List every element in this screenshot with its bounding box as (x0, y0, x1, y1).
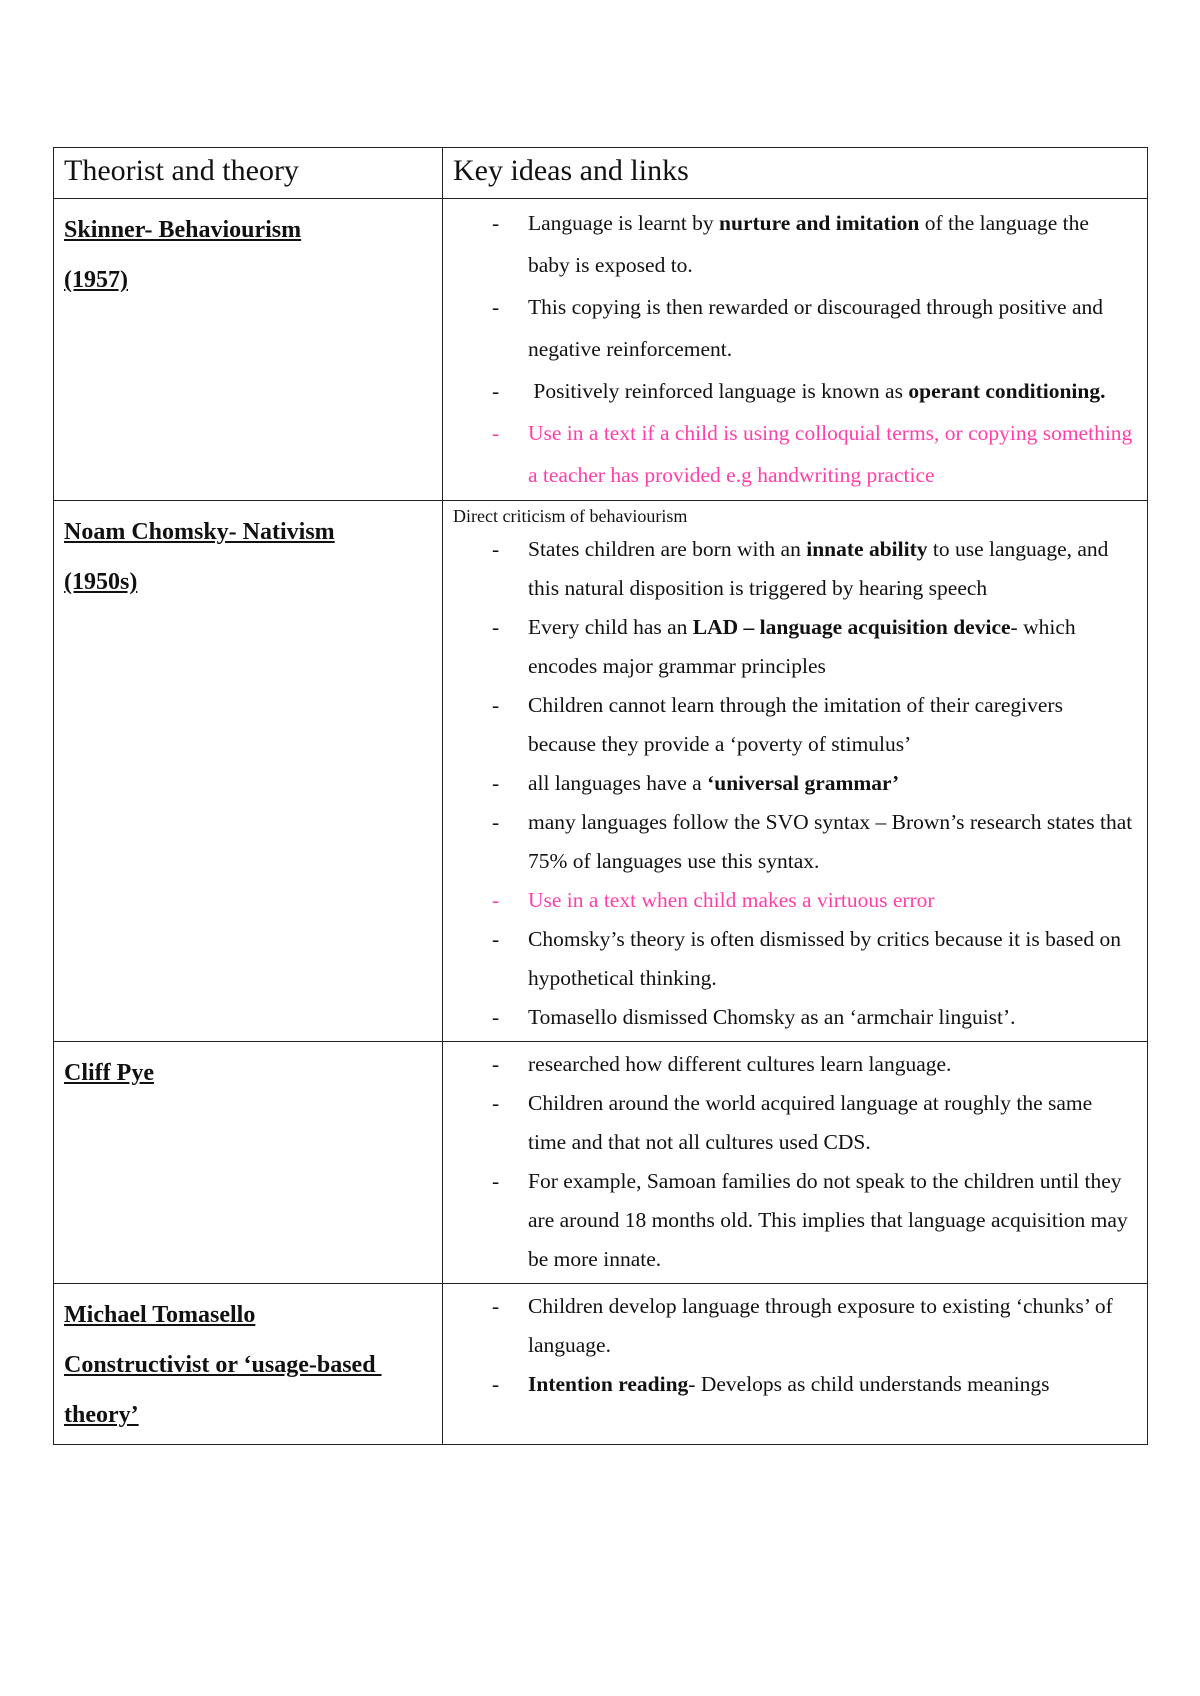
point-text: - Develops as child understands meanings (688, 1372, 1050, 1396)
bullet-dash: - (492, 888, 500, 912)
key-ideas-list (453, 202, 1133, 496)
theorist-theory: Constructivist or ‘usage-based (64, 1352, 382, 1378)
point-bold: Intention reading (528, 1372, 689, 1396)
list-item (453, 1084, 1133, 1162)
key-ideas-list (453, 1287, 1133, 1404)
theorist-cell (54, 1042, 443, 1284)
ideas-cell (443, 199, 1148, 501)
bullet-dash: - (492, 211, 500, 235)
point-text: Chomsky’s theory is often dismissed by critics because it is based on hypothetical thinking. (528, 927, 1121, 990)
theory-table (53, 147, 1148, 1445)
table-row (54, 501, 1148, 1042)
theorist-name: Skinner- Behaviourism (64, 217, 302, 243)
bullet-dash: - (492, 537, 500, 561)
theorist-name: Michael Tomasello (64, 1302, 256, 1328)
row-intro: Direct criticism of behaviourism (453, 506, 688, 526)
point-text: Children cannot learn through the imitation of their caregivers because they provide a ‘poverty of stimulus’ (528, 693, 1063, 756)
point-text: Language is learnt by (528, 211, 720, 235)
list-item (453, 530, 1133, 608)
key-ideas-list (453, 530, 1133, 1037)
point-text: Children around the world acquired language at roughly the same time and that not all cultures used CDS. (528, 1091, 1093, 1154)
bullet-dash: - (492, 1052, 500, 1076)
point-text: researched how different cultures learn language. (528, 1052, 952, 1076)
list-item (453, 686, 1133, 764)
header-key-ideas: Key ideas and links (443, 148, 1148, 199)
theorist-cell (54, 501, 443, 1042)
point-text: This copying is then rewarded or discouraged through positive and negative reinforcement. (528, 295, 1103, 361)
point-text: many languages follow the SVO syntax – Brown’s research states that 75% of languages use this syntax. (528, 810, 1133, 873)
table-row (54, 1284, 1148, 1445)
table-row (54, 199, 1148, 501)
ideas-cell (443, 1284, 1148, 1445)
bullet-dash: - (492, 927, 500, 951)
point-text: to use language, and this natural disposition is triggered by hearing speech (528, 537, 1109, 600)
ideas-cell (443, 501, 1148, 1042)
theorist-date: (1957) (64, 267, 128, 293)
list-item-highlight (453, 881, 1133, 920)
bullet-dash: - (492, 379, 500, 403)
list-item (453, 998, 1133, 1037)
point-bold: LAD – language acquisition device (692, 615, 1011, 639)
theorist-cell (54, 1284, 443, 1445)
point-bold: operant conditioning. (908, 379, 1106, 403)
list-item (453, 370, 1133, 412)
list-item (453, 202, 1133, 286)
bullet-dash: - (492, 295, 500, 319)
list-item (453, 764, 1133, 803)
header-theorist: Theorist and theory (54, 148, 443, 199)
list-item (453, 920, 1133, 998)
list-item-highlight (453, 412, 1133, 496)
point-text: Use in a text when child makes a virtuous error (528, 888, 935, 912)
point-text: - which encodes major grammar principles (528, 615, 1076, 678)
list-item (453, 803, 1133, 881)
bullet-dash: - (492, 1372, 500, 1396)
point-text: Children develop language through exposure to existing ‘chunks’ of language. (528, 1294, 1113, 1357)
list-item (453, 1162, 1133, 1279)
bullet-dash: - (492, 615, 500, 639)
bullet-dash: - (492, 1091, 500, 1115)
theorist-cell (54, 199, 443, 501)
bullet-dash: - (492, 1005, 500, 1029)
point-text: States children are born with an (528, 537, 807, 561)
theorist-name: Cliff Pye (64, 1060, 154, 1086)
bullet-dash: - (492, 693, 500, 717)
bullet-dash: - (492, 771, 500, 795)
point-text: Positively reinforced language is known as (528, 379, 909, 403)
theorist-date: (1950s) (64, 569, 138, 595)
point-bold: nurture and imitation (719, 211, 920, 235)
bullet-dash: - (492, 421, 500, 445)
point-text: Use in a text if a child is using colloquial terms, or copying something a teacher has provided e.g handwriting practice (528, 421, 1133, 487)
table-row (54, 1042, 1148, 1284)
bullet-dash: - (492, 1169, 500, 1193)
theorist-name: Noam Chomsky- Nativism (64, 519, 335, 545)
key-ideas-list (453, 1045, 1133, 1279)
list-item (453, 286, 1133, 370)
point-text: of the language the baby is exposed to. (528, 211, 1089, 277)
list-item (453, 1365, 1133, 1404)
point-bold: ‘universal grammar’ (707, 771, 900, 795)
point-text: all languages have a (528, 771, 708, 795)
point-bold: innate ability (806, 537, 928, 561)
ideas-cell (443, 1042, 1148, 1284)
list-item (453, 1045, 1133, 1084)
point-text: For example, Samoan families do not speak to the children until they are around 18 months old. This implies that language acquisition may be more innate. (528, 1169, 1128, 1271)
list-item (453, 608, 1133, 686)
list-item (453, 1287, 1133, 1365)
bullet-dash: - (492, 810, 500, 834)
theorist-theory: theory’ (64, 1402, 139, 1428)
point-text: Tomasello dismissed Chomsky as an ‘armchair linguist’. (528, 1005, 1016, 1029)
point-text: Every child has an (528, 615, 693, 639)
bullet-dash: - (492, 1294, 500, 1318)
table-header-row (54, 148, 1148, 199)
